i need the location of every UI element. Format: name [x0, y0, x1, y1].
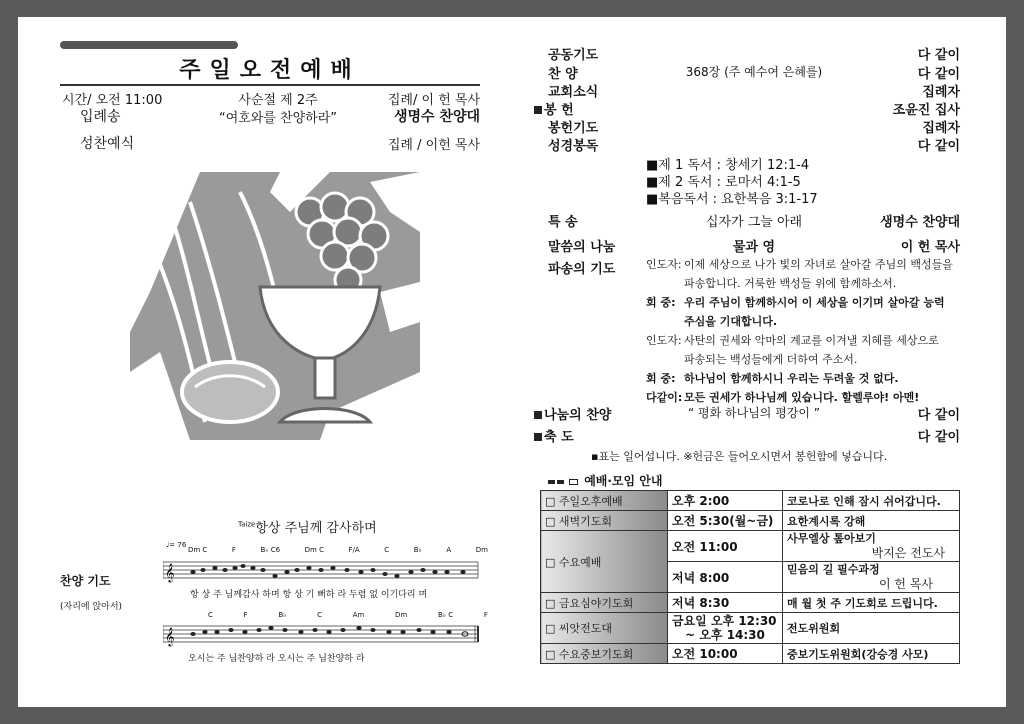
table-row	[541, 593, 960, 613]
schedule-heading	[548, 472, 662, 489]
chord: B♭ C6	[260, 546, 281, 554]
service-time: 시간/ 오전 11:00	[62, 93, 163, 108]
heading-box-icon	[569, 479, 578, 485]
schedule-title: 예배·모임 안내	[584, 474, 663, 488]
reading-2: ■제 2 독서 : 로마서 4:1-5	[646, 175, 801, 190]
order-label: 특 송	[548, 215, 578, 230]
schedule-desc-line: 사무엘상 톺아보기	[787, 532, 876, 545]
schedule-name: □ 새벽기도회	[541, 511, 668, 531]
order-row-offering	[544, 99, 960, 118]
prayer-speaker: 인도자:	[646, 334, 682, 347]
order-label: 봉 헌	[544, 103, 574, 118]
order-label: 말씀의 나눔	[548, 240, 616, 255]
schedule-desc	[783, 562, 960, 593]
order-label: 교회소식	[548, 85, 599, 100]
order-label: 찬 양	[548, 67, 578, 82]
score-title-text: 항상 주님께 감사하며	[255, 521, 377, 536]
chord: B♭	[413, 546, 422, 554]
chord: C	[208, 611, 213, 619]
chords-line-2	[208, 611, 488, 619]
order-row-sermon	[548, 236, 960, 254]
entrance-choir: 생명수 찬양대	[393, 109, 480, 125]
order-row-scripture	[548, 135, 960, 153]
chord: C	[317, 611, 323, 619]
tempo-marking: ♩= 76	[166, 541, 187, 549]
decorative-bar	[60, 41, 238, 49]
schedule-time-line: 금요일 오후 12:30	[672, 614, 777, 628]
entrance-song: “여호와를 찬양하라”	[218, 111, 338, 126]
prayer-speaker: 다같이:	[646, 391, 683, 404]
schedule-name: □ 수요중보기도회	[541, 644, 668, 664]
schedule-name: □ 주일오후예배	[541, 491, 668, 511]
schedule-name: □ 금요심야기도회	[541, 593, 668, 613]
order-label: 축 도	[544, 430, 574, 445]
prayer-speaker: 회 중:	[646, 372, 676, 385]
chord: Dm C	[188, 546, 208, 554]
title-divider	[60, 84, 480, 86]
order-leader: 다 같이	[917, 408, 960, 423]
officiant: 집례/ 이 헌 목사	[387, 93, 480, 108]
order-row-benediction	[544, 426, 960, 445]
prayer-speaker: 회 중:	[646, 296, 676, 309]
chord: Dm	[475, 546, 488, 554]
schedule-desc: 매 월 첫 주 기도회로 드립니다.	[783, 593, 960, 613]
prayer-text: 우리 주님이 함께하시어 이 세상을 이기며 살아갈 능력	[684, 296, 945, 309]
chords-line-1	[188, 546, 488, 554]
order-label: 성경봉독	[548, 139, 599, 154]
sending-prayer	[646, 255, 966, 407]
prayer-text: 하나님이 함께하시니 우리는 두려울 것 없다.	[684, 372, 899, 385]
order-leader: 생명수 찬양대	[880, 215, 960, 230]
schedule-desc: 중보기도위원회(강승경 사모)	[783, 644, 960, 664]
bulletin-page	[18, 17, 1006, 707]
prayer-line	[646, 293, 966, 312]
table-row	[541, 613, 960, 644]
chord: F	[231, 546, 236, 554]
table-row	[541, 511, 960, 531]
sending-prayer-label: 파송의 기도	[548, 262, 616, 277]
footnote: ▪표는 일어섭니다. ※헌금은 들어오시면서 봉헌함에 넣습니다.	[591, 450, 888, 463]
liturgical-season: 사순절 제 2주	[238, 93, 318, 108]
page-title: 주일오전예배	[179, 58, 361, 83]
order-leader: 다 같이	[917, 67, 960, 82]
order-row-closing-song	[544, 404, 960, 423]
schedule-time-line: ~ 오후 14:30	[685, 628, 765, 642]
prayer-speaker: 인도자:	[646, 258, 682, 271]
svg-text:𝄞: 𝄞	[165, 563, 175, 582]
prayer-line	[646, 350, 966, 369]
order-label: 나눔의 찬양	[544, 408, 612, 423]
communion-label: 성찬예식	[80, 136, 135, 152]
table-row	[541, 531, 960, 562]
schedule-time: 오전 5:30(월~금)	[668, 511, 783, 531]
closing-song-title: “ 평화 하나님의 평강이 ”	[687, 406, 821, 420]
prayer-line	[646, 369, 966, 388]
schedule-time: 오전 10:00	[668, 644, 783, 664]
chord: Am	[352, 611, 365, 619]
chord: A	[446, 546, 452, 554]
order-row-news	[548, 81, 960, 99]
schedule-table	[540, 490, 960, 664]
stand-marker-icon	[534, 106, 542, 114]
hymn-note: (자리에 앉아서)	[60, 602, 123, 612]
chord: Dm C	[304, 546, 324, 554]
chord: F	[483, 611, 488, 619]
communion-chalice-illustration	[130, 172, 420, 440]
order-leader: 다 같이	[917, 430, 960, 445]
schedule-desc: 전도위원회	[783, 613, 960, 644]
order-row-prayer	[548, 44, 960, 62]
prayer-line	[646, 312, 966, 331]
heading-bar-icon	[557, 480, 564, 484]
heading-bar-icon	[548, 480, 555, 484]
order-label: 공동기도	[548, 48, 599, 63]
chord: C	[384, 546, 390, 554]
table-row	[541, 491, 960, 511]
schedule-time: 오전 11:00	[668, 531, 783, 562]
schedule-desc-line: 믿음의 길 필수과정	[787, 563, 880, 576]
prayer-line	[646, 331, 966, 350]
schedule-time	[668, 613, 783, 644]
order-leader: 조윤진 집사	[892, 103, 960, 118]
prayer-line	[646, 274, 966, 293]
order-leader: 다 같이	[917, 139, 960, 154]
prayer-text: 주심을 기대합니다.	[684, 315, 778, 328]
lyrics-line-2: 오시는 주 님찬양하 라 오시는 주 님찬양하 라	[188, 654, 365, 664]
order-leader: 집례자	[922, 85, 960, 100]
chord: B♭	[278, 611, 287, 619]
schedule-time: 저녁 8:00	[668, 562, 783, 593]
chord: F/A	[348, 546, 360, 554]
schedule-name: □ 씨앗전도대	[541, 613, 668, 644]
chord: F	[243, 611, 248, 619]
prayer-text: 사탄의 권세와 악마의 계교를 이겨낼 지혜를 세상으로	[684, 334, 939, 347]
svg-text:𝄞: 𝄞	[165, 627, 175, 646]
preacher: 이 헌 목사	[900, 240, 960, 255]
schedule-name: □ 수요예배	[541, 531, 668, 593]
prayer-text: 모든 권세가 하나님께 있습니다. 할렐루야! 아멘!	[684, 391, 920, 404]
stand-marker-icon	[534, 433, 542, 441]
stand-marker-icon	[534, 411, 542, 419]
prayer-text: 파송되는 백성들에게 더하여 주소서.	[684, 353, 858, 366]
score-composer: Taize	[238, 520, 256, 529]
chord: Dm	[395, 611, 408, 619]
entrance-label: 입례송	[80, 109, 121, 125]
schedule-desc: 코로나로 인해 잠시 쉬어갑니다.	[783, 491, 960, 511]
lyrics-line-1: 항 상 주 님께감사 하며 항 상 기 뻐하 라 두렴 없 이기다리 며	[190, 590, 428, 600]
schedule-time: 저녁 8:30	[668, 593, 783, 613]
schedule-time: 오후 2:00	[668, 491, 783, 511]
schedule-desc	[783, 531, 960, 562]
prayer-text: 이제 세상으로 나가 빛의 자녀로 살아갈 주님의 백성들을	[684, 258, 953, 271]
order-hymn-title: 368장 (주 예수여 은혜를)	[685, 65, 823, 79]
reading-gospel: ■복음독서 : 요한복음 3:1-17	[646, 192, 818, 207]
schedule-desc: 요한계시록 강해	[783, 511, 960, 531]
order-leader: 집례자	[922, 121, 960, 136]
sermon-title: 물과 영	[732, 240, 776, 255]
communion-officiant: 집례 / 이헌 목사	[387, 138, 480, 153]
prayer-line	[646, 255, 966, 274]
prayer-text: 파송합니다. 거룩한 백성들 위에 함께하소서.	[684, 277, 897, 290]
order-row-offering-prayer	[548, 117, 960, 135]
order-row-hymn	[548, 63, 960, 81]
score-title	[238, 517, 377, 536]
order-label: 봉헌기도	[548, 121, 599, 136]
order-leader: 다 같이	[917, 48, 960, 63]
table-row	[541, 644, 960, 664]
schedule-leader: 박지은 전도사	[871, 546, 945, 560]
special-song-title: 십자가 그늘 아래	[705, 215, 803, 230]
chord: B♭ C	[437, 611, 454, 619]
schedule-leader: 이 헌 목사	[879, 577, 933, 591]
hymn-label: 찬양 기도	[60, 574, 111, 588]
order-row-special-song	[548, 211, 960, 229]
reading-1: ■제 1 독서 : 창세기 12:1-4	[646, 158, 810, 173]
